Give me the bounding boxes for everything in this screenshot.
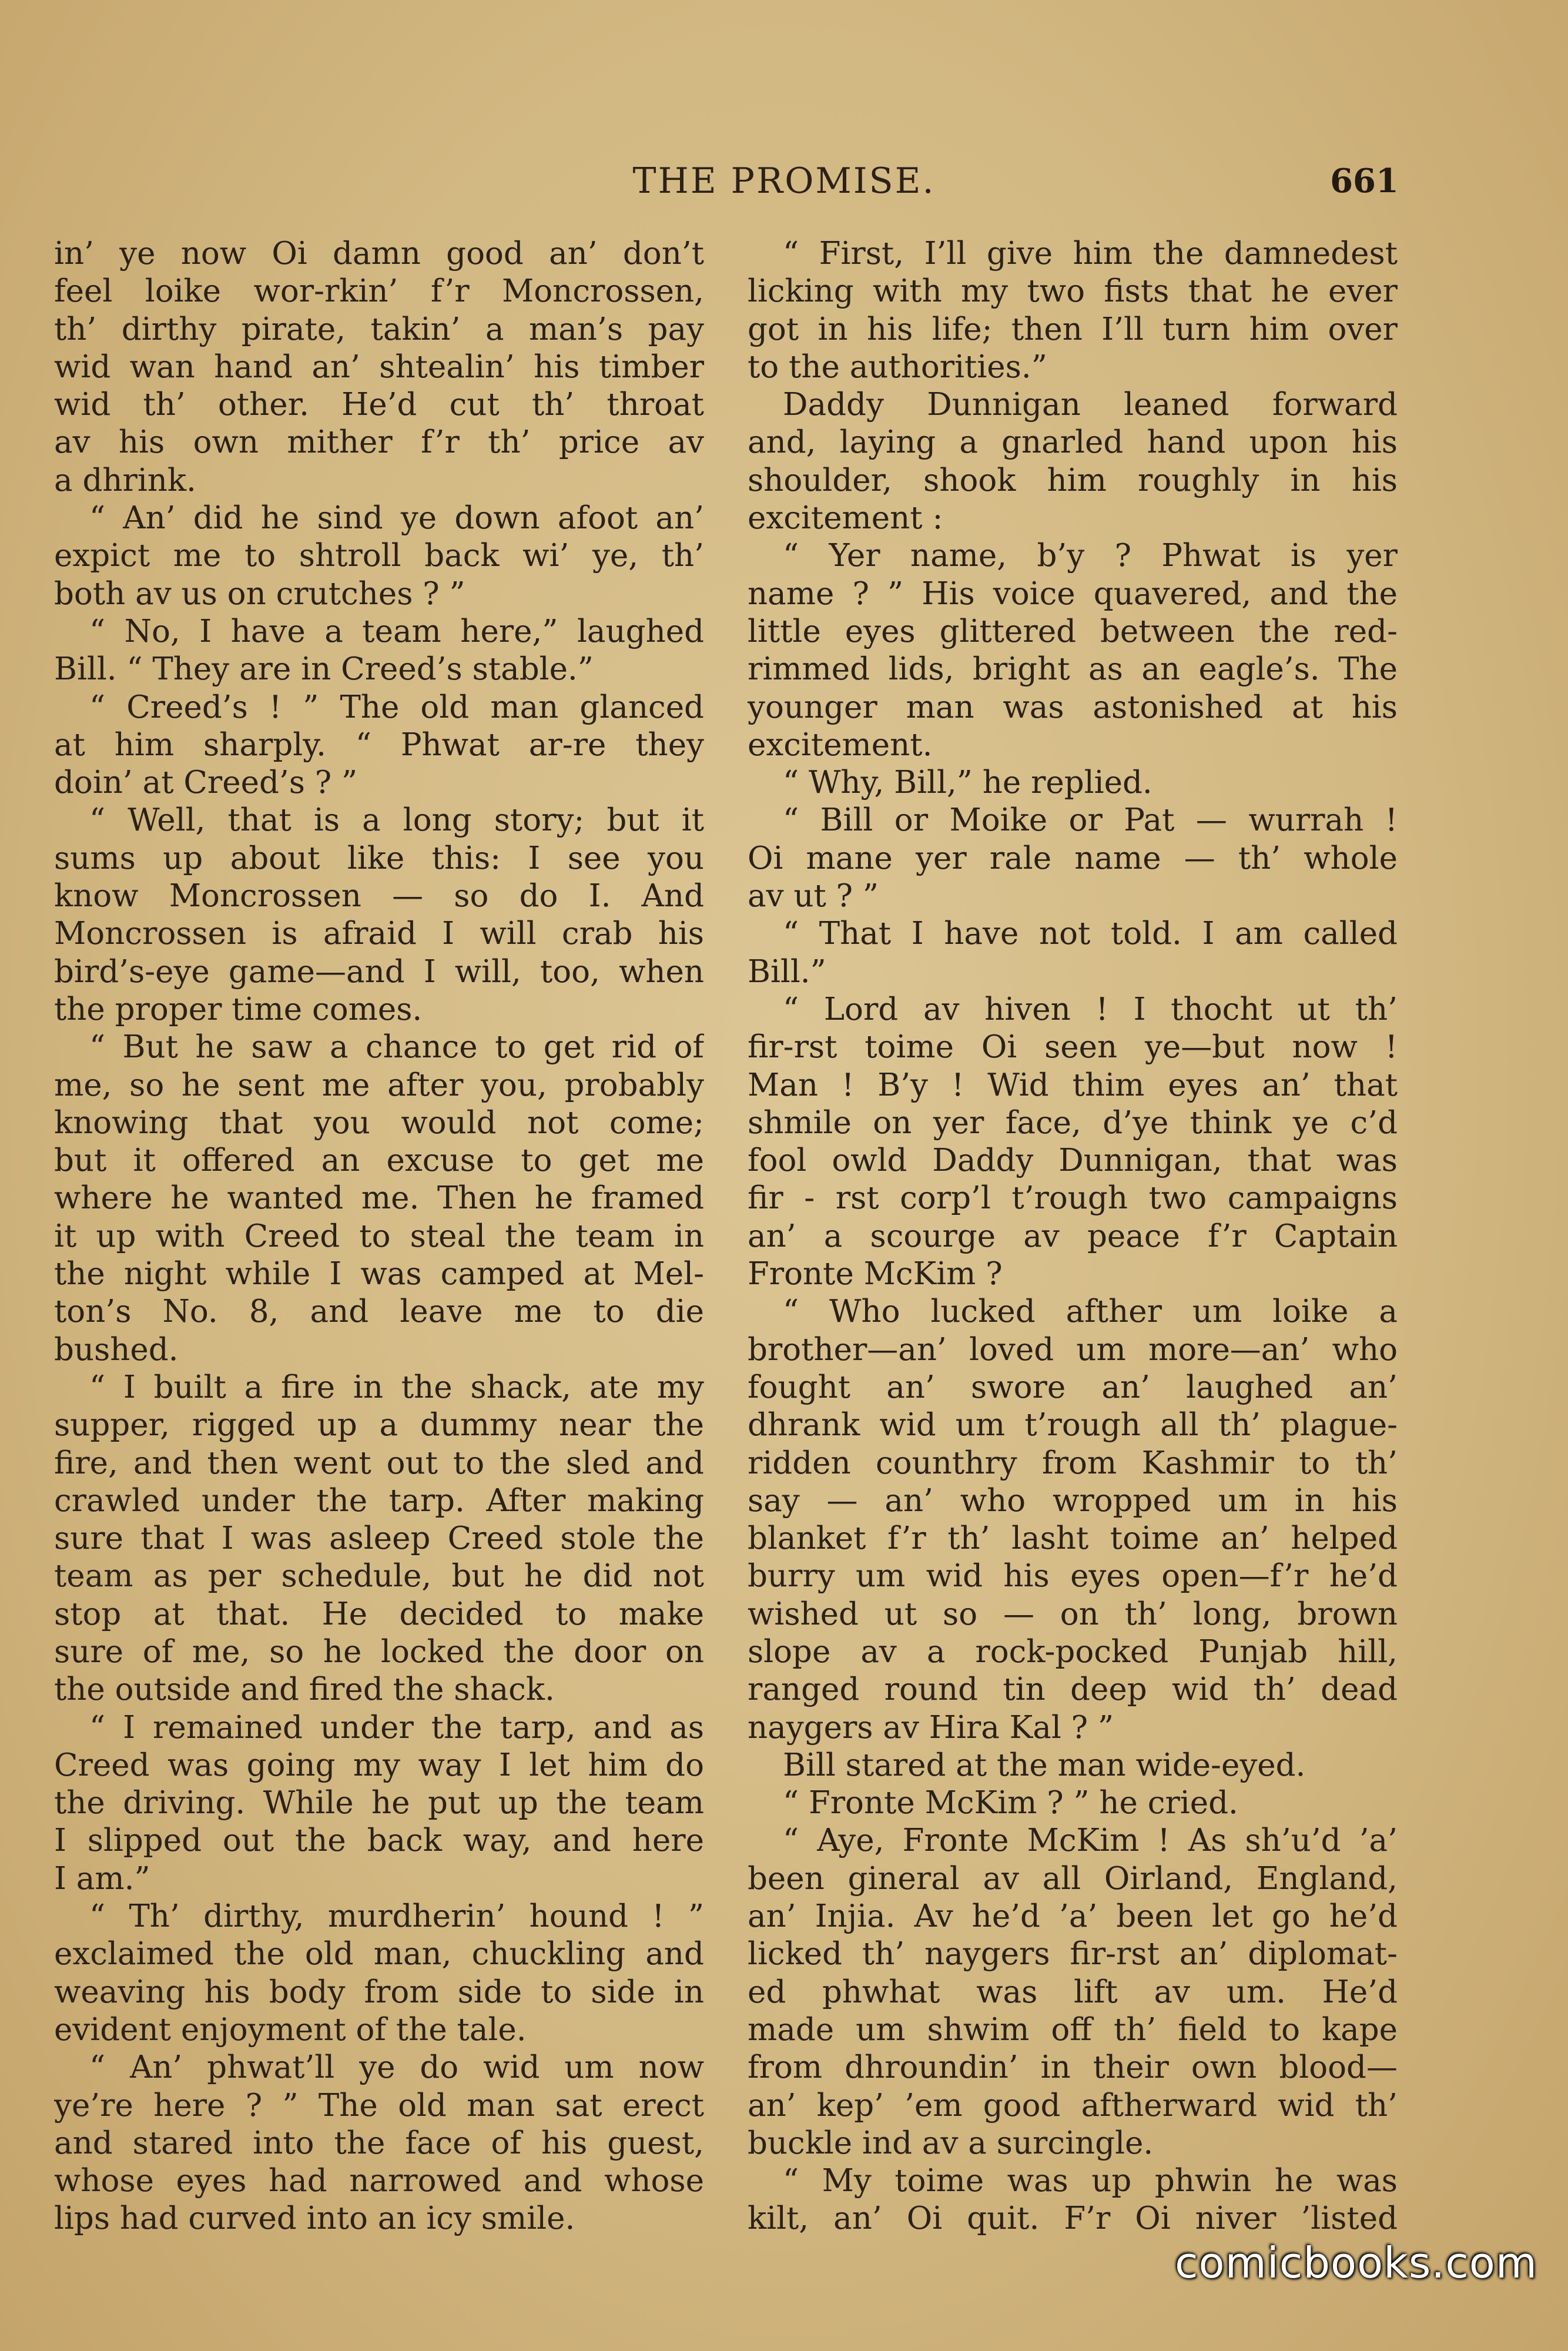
text-line: fir-rst toime Oi seen ye—but now ! [748,1029,1398,1066]
text-line: “ I built a fire in the shack, ate my [89,1369,704,1405]
text-line: wid th’ other. He’d cut th’ throat [54,387,704,423]
text-line: feel loike wor-rkin’ f’r Moncrossen, [54,273,704,310]
text-line: ed phwhat was lift av um. He’d [748,1974,1398,2010]
text-line: Daddy Dunnigan leaned forward [783,387,1398,423]
text-line: “ That I have not told. I am called [783,916,1398,952]
text-line: ye’re here ? ” The old man sat erect [54,2087,704,2124]
text-line: I am.” [54,1860,150,1897]
text-line: where he wanted me. Then he framed [54,1180,704,1217]
text-line: to the authorities.” [748,349,1047,385]
text-line: the outside and fired the shack. [54,1672,555,1708]
text-line: “ I remained under the tarp, and as [89,1709,704,1746]
text-line: fool owld Daddy Dunnigan, that was [748,1143,1398,1179]
text-line: excitement. [748,726,933,763]
text-line: shmile on yer face, d’ye think ye c’d [748,1104,1398,1141]
text-line: shoulder, shook him roughly in his [748,462,1398,498]
text-line: Bill. “ They are in Creed’s stable.” [54,651,594,688]
text-line: supper, rigged up a dummy near the [54,1407,704,1444]
text-line: “ Fronte McKim ? ” he cried. [783,1785,1238,1821]
text-line: “ Lord av hiven ! I thocht ut th’ [783,991,1398,1027]
text-line: “ Yer name, b’y ? Phwat is yer [783,538,1398,574]
text-line: “ My toime was up phwin he was [783,2163,1398,2199]
text-line: bird’s-eye game—and I will, too, when [54,953,704,990]
text-line: both av us on crutches ? ” [54,575,465,612]
text-line: an’ a scourge av peace f’r Captain [748,1218,1398,1254]
text-line: licking with my two fists that he ever [748,273,1398,310]
text-line: buckle ind av a surcingle. [748,2125,1154,2161]
text-line: “ Aye, Fronte McKim ! As sh’u’d ’a’ [783,1823,1398,1859]
text-line: evident enjoyment of the tale. [54,2011,527,2048]
text-line: “ An’ did he sind ye down afoot an’ [89,500,704,537]
text-line: av his own mither f’r th’ price av [54,424,704,461]
text-line: “ Why, Bill,” he replied. [783,765,1152,801]
text-line: bushed. [54,1331,179,1368]
text-line: a dhrink. [54,462,196,498]
text-line: know Moncrossen — so do I. And [54,878,704,915]
text-line: wished ut so — on th’ long, brown [748,1596,1398,1632]
text-line: lips had curved into an icy smile. [54,2201,575,2237]
text-line: fir - rst corp’l t’rough two campaigns [748,1180,1398,1217]
text-line: doin’ at Creed’s ? ” [54,765,358,801]
text-line: “ No, I have a team here,” laughed [89,613,704,649]
text-line: th’ dirthy pirate, takin’ a man’s pay [54,311,704,347]
text-line: team as per schedule, but he did not [54,1558,704,1595]
text-line: the night while I was camped at Mel- [54,1256,704,1292]
text-line: weaving his body from side to side in [54,1974,704,2010]
text-line: an’ kep’ ’em good aftherward wid th’ [748,2087,1398,2124]
text-line: exclaimed the old man, chuckling and [54,1936,704,1972]
text-line: “ Th’ dirthy, murdherin’ hound ! ” [89,1898,704,1935]
text-line: got in his life; then I’ll turn him over [748,311,1398,347]
text-line: knowing that you would not come; [54,1104,704,1141]
text-line: ridden counthry from Kashmir to th’ [748,1445,1398,1481]
text-line: crawled under the tarp. After making [54,1482,704,1519]
text-line: “ An’ phwat’ll ye do wid um now [89,2049,704,2086]
text-line: whose eyes had narrowed and whose [54,2163,704,2199]
text-line: but it offered an excuse to get me [54,1143,704,1179]
text-line: ranged round tin deep wid th’ dead [748,1672,1398,1708]
text-line: wid wan hand an’ shtealin’ his timber [54,349,704,385]
text-line: stop at that. He decided to make [54,1596,704,1632]
text-line: an’ Injia. Av he’d ’a’ been let go he’d [748,1898,1398,1935]
text-line: Oi mane yer rale name — th’ whole [748,840,1398,876]
text-line: fought an’ swore an’ laughed an’ [748,1369,1398,1405]
text-line: the proper time comes. [54,991,423,1027]
text-line: expict me to shtroll back wi’ ye, th’ [54,538,704,574]
text-line: in’ ye now Oi damn good an’ don’t [54,236,704,272]
text-line: ton’s No. 8, and leave me to die [54,1294,704,1330]
text-line: sure of me, so he locked the door on [54,1633,704,1670]
text-line: at him sharply. “ Phwat ar-re they [54,726,704,763]
text-line: “ First, I’ll give him the damnedest [783,236,1398,272]
text-line: and stared into the face of his guest, [54,2125,704,2161]
text-line: kilt, an’ Oi quit. F’r Oi niver ’listed [748,2201,1398,2237]
text-line: “ Bill or Moike or Pat — wurrah ! [783,802,1398,839]
text-line: “ But he saw a chance to get rid of [89,1029,704,1066]
watermark: comicbooks.com [1174,2238,1537,2288]
text-line: blanket f’r th’ lasht toime an’ helped [748,1521,1398,1557]
text-line: av ut ? ” [748,878,879,915]
text-line: me, so he sent me after you, probably [54,1067,704,1103]
text-line: “ Well, that is a long story; but it [89,802,704,839]
text-line: the driving. While he put up the team [54,1785,704,1821]
text-line: and, laying a gnarled hand upon his [748,424,1398,461]
text-line: younger man was astonished at his [748,689,1398,725]
page-number: 661 [1330,162,1399,200]
text-line: sums up about like this: I see you [54,840,704,876]
text-line: Man ! B’y ! Wid thim eyes an’ that [748,1067,1398,1103]
text-line: naygers av Hira Kal ? ” [748,1709,1114,1746]
text-line: Creed was going my way I let him do [54,1747,704,1783]
text-line: name ? ” His voice quavered, and the [748,575,1398,612]
text-line: little eyes glittered between the red- [748,613,1398,649]
text-line: I slipped out the back way, and here [54,1823,704,1859]
text-line: made um shwim off th’ field to kape [748,2011,1398,2048]
text-line: from dhroundin’ in their own blood— [748,2049,1398,2086]
text-line: burry um wid his eyes open—f’r he’d [748,1558,1398,1595]
text-line: fire, and then went out to the sled and [54,1445,704,1481]
text-line: “ Who lucked afther um loike a [783,1294,1398,1330]
text-line: Bill.” [748,953,826,990]
text-column-right [748,235,1398,2245]
text-line: Bill stared at the man wide-eyed. [783,1747,1306,1783]
text-column-left [54,235,704,2245]
running-title: THE PROMISE. [632,160,936,202]
text-line: rimmed lids, bright as an eagle’s. The [748,651,1398,688]
text-line: brother—an’ loved um more—an’ who [748,1331,1398,1368]
text-line: Moncrossen is afraid I will crab his [54,916,704,952]
text-line: licked th’ naygers fir-rst an’ diplomat- [748,1936,1398,1972]
text-line: excitement : [748,500,943,537]
text-line: say — an’ who wropped um in his [748,1482,1398,1519]
text-line: been gineral av all Oirland, England, [748,1860,1398,1897]
text-line: slope av a rock-pocked Punjab hill, [748,1633,1398,1670]
text-line: it up with Creed to steal the team in [54,1218,704,1254]
text-line: Fronte McKim ? [748,1256,1003,1292]
text-line: sure that I was asleep Creed stole the [54,1521,704,1557]
text-line: dhrank wid um t’rough all th’ plague- [748,1407,1398,1444]
text-line: “ Creed’s ! ” The old man glanced [89,689,704,725]
